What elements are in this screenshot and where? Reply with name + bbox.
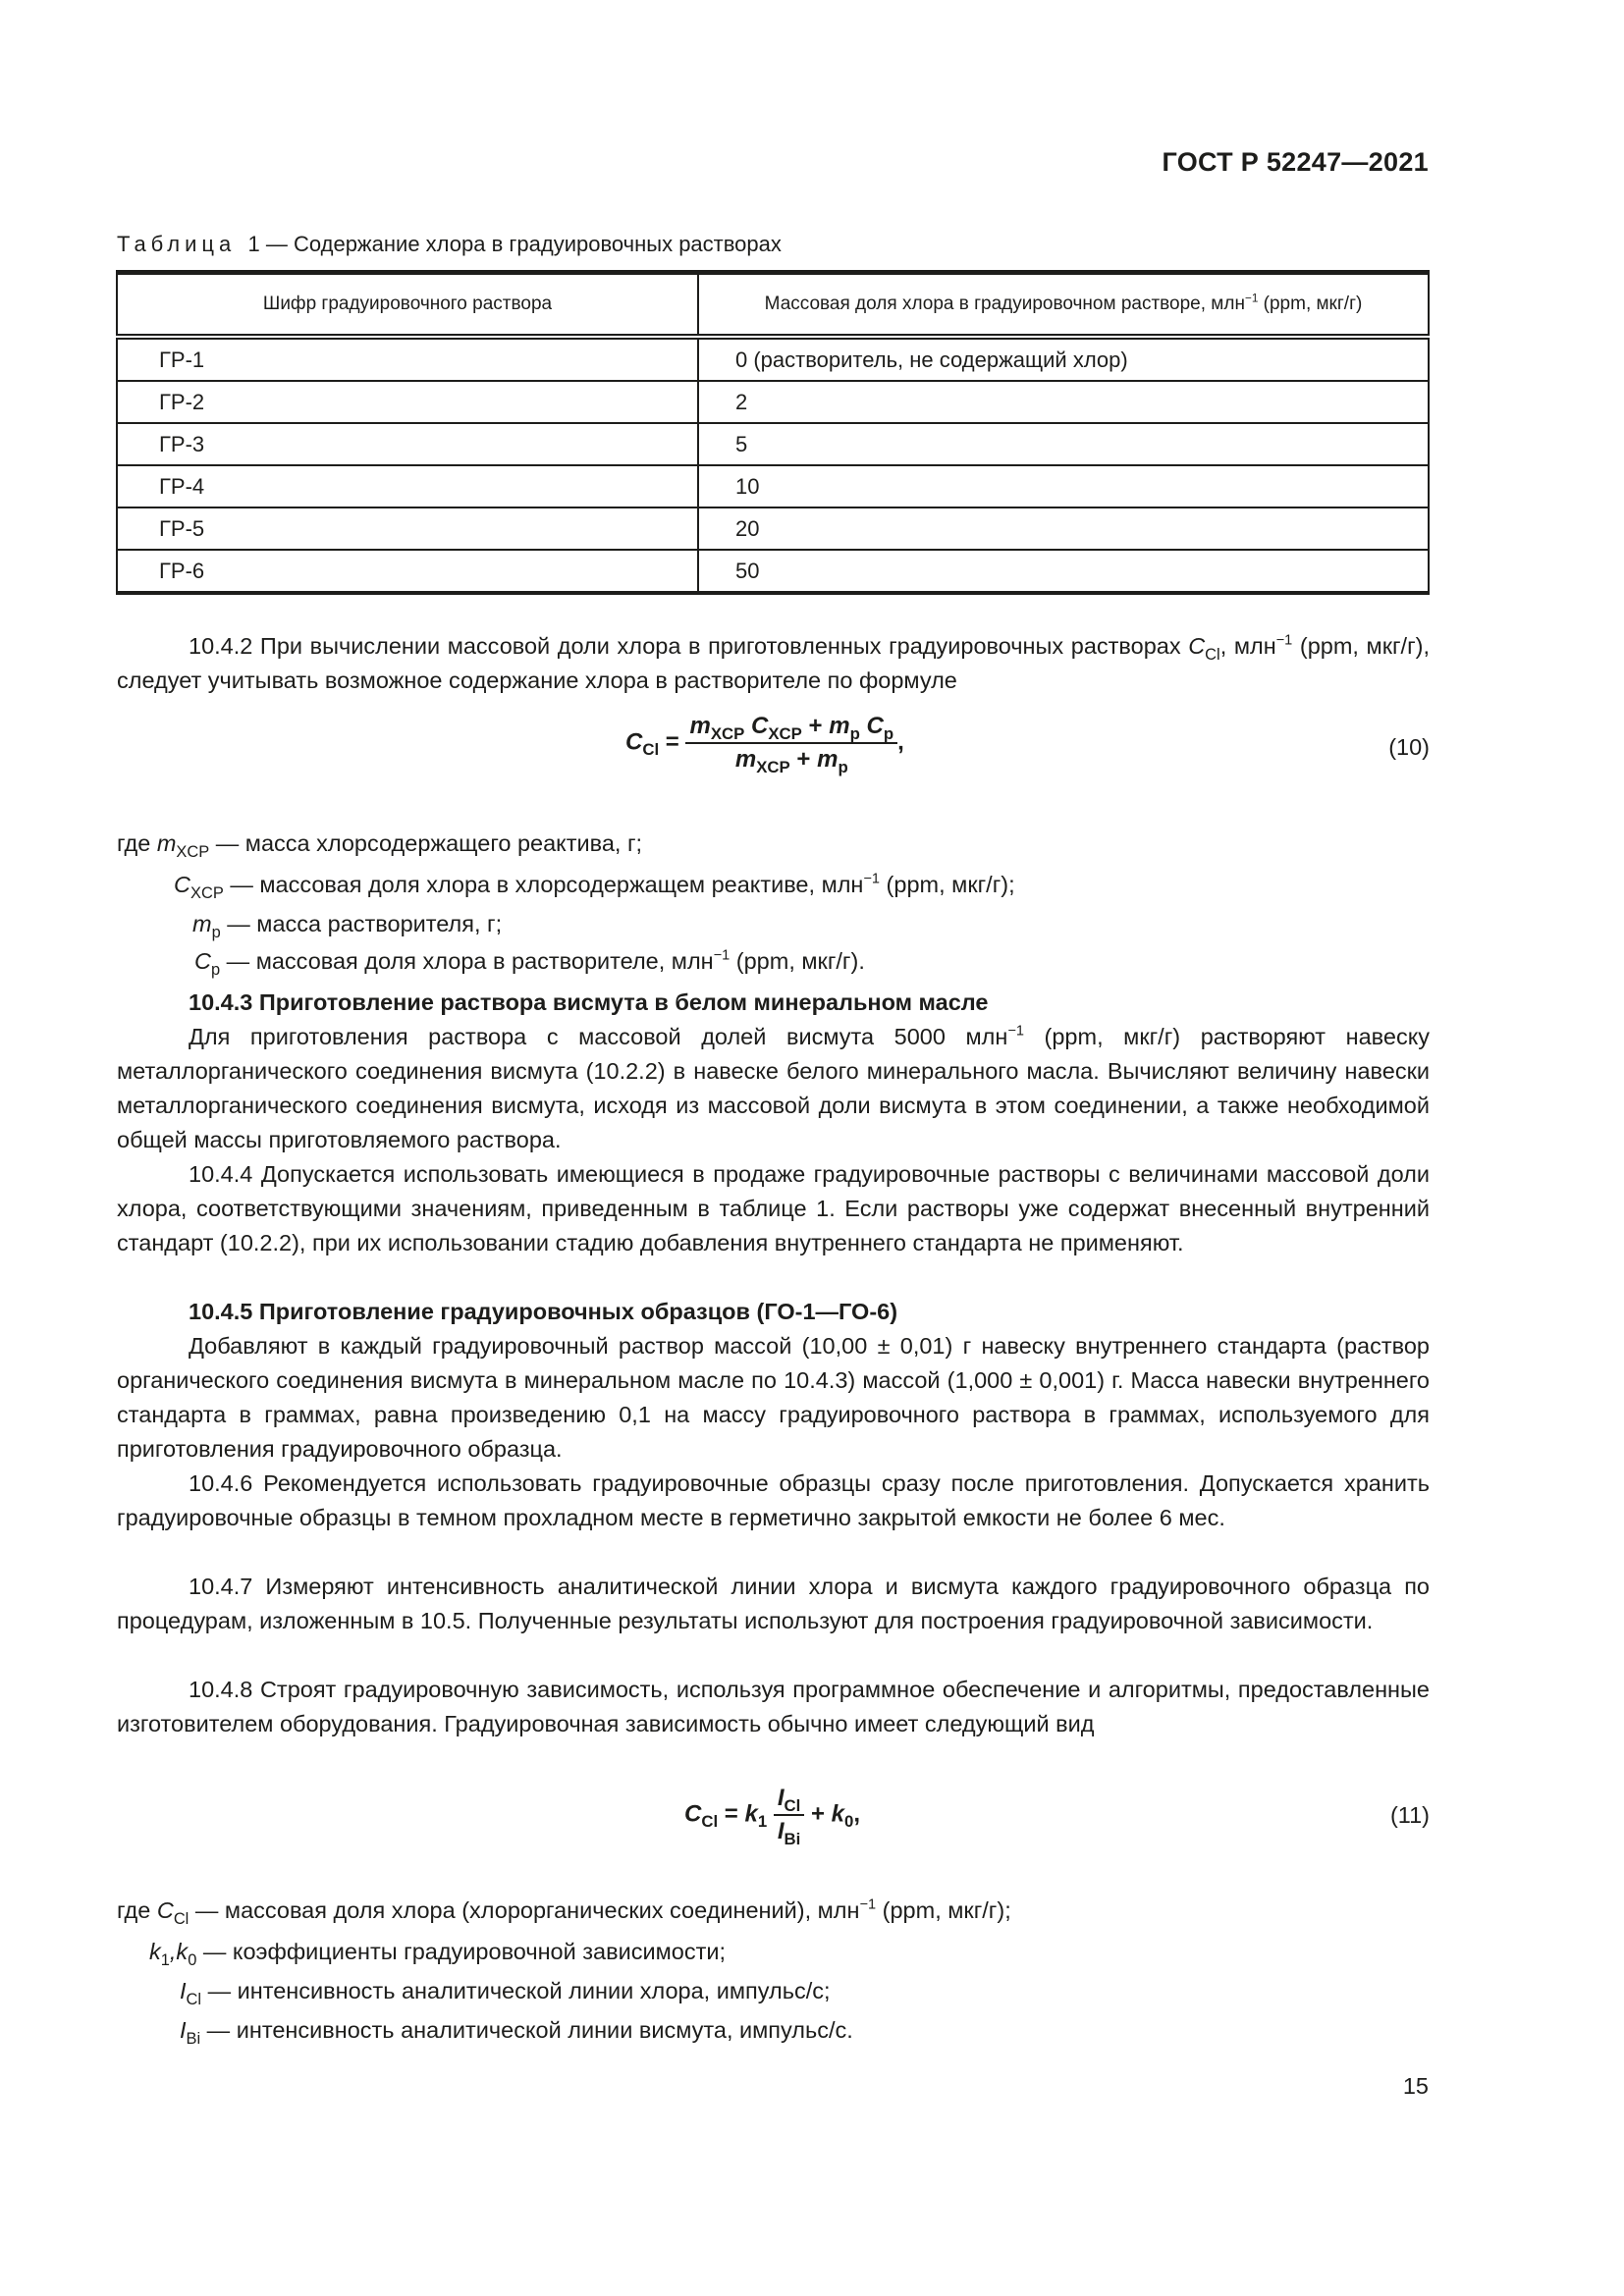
definition-line: $m_p$ — масса растворителя, г; — [192, 911, 503, 941]
table-row — [117, 381, 1429, 423]
paragraph-text: Добавляют в каждый градуировочный раствор массой (10,00 ± 0,01) г навеску внутреннего стандарта (раствор органического соединения висмута в минеральном масле по 10.4.3) массой (1,000 ± 0,001) г. Масса навески внутреннего стандарта в граммах, равна произведению 0,1 на массу градуировочного раствора в граммах, используемого для приготовления градуировочного образца. — [117, 1333, 1430, 1462]
paragraph-10-4-6: 10.4.6 Рекомендуется использовать градуировочные образцы сразу после приготовления. Допускается хранить градуировочные образцы в темном прохладном месте в герметично закрытой емкости не более 6 мес. — [117, 1470, 1430, 1530]
table-caption-text: — Содержание хлора в градуировочных растворах — [265, 232, 782, 256]
paragraph-text: , млн — [1219, 633, 1276, 659]
cell-code: ГР-1 — [117, 337, 698, 381]
formula-fraction — [774, 1785, 804, 1848]
superscript: −1 — [1244, 292, 1259, 305]
formula-symbol: C — [625, 728, 643, 756]
definition-line: $k_1,k_0$ — коэффициенты градуировочной зависимости; — [149, 1939, 727, 1969]
table-caption-number: 1 — [247, 232, 260, 256]
cell-value: 10 — [698, 465, 1429, 507]
cell-code: ГР-6 — [117, 550, 698, 593]
equation-number-10: (10) — [1388, 734, 1430, 760]
fraction-numerator: $I_{Cl}$ — [774, 1785, 804, 1816]
column-header-text: Массовая доля хлора в градуировочном растворе, млн — [764, 294, 1245, 314]
paragraph-10-4-2 — [117, 629, 1430, 698]
subscript: Cl — [1205, 645, 1220, 664]
paragraph-text: (ppm, мкг/г), следует учитывать возможное содержание хлора в растворителе по формуле — [117, 633, 1430, 693]
cell-code: ГР-2 — [117, 381, 698, 423]
definition-line: $I_{Cl}$ — интенсивность аналитической линии хлора, импульс/с; — [180, 1978, 831, 2008]
formula-10 — [625, 713, 904, 774]
page-number: 15 — [1402, 2073, 1429, 2099]
paragraph-text: Для приготовления раствора с массовой долей висмута 5000 млн$^{-1}$ (ppm, мкг/г) растворяют навеску металлорганического соединения висмута (10.2.2) в навеске белого минерального масла. Вычисляют величину навески металлорганического соединения висмута, исходя из массовой доли висмута в этом соединении, а также необходимой общей массы приготовляемого раствора. — [117, 1023, 1430, 1152]
cell-value: 5 — [698, 423, 1429, 465]
symbol: C — [1188, 633, 1206, 659]
section-heading: 10.4.3 Приготовление раствора висмута в белом минеральном масле — [189, 989, 989, 1015]
formula-operator: = — [659, 728, 686, 756]
table-row — [117, 423, 1429, 465]
table-row — [117, 465, 1429, 507]
subscript: Cl — [642, 740, 660, 760]
document-designation: ГОСТ Р 52247—2021 — [1162, 147, 1429, 177]
formula-fraction — [685, 713, 897, 774]
paragraph-10-4-8: 10.4.8 Строят градуировочную зависимость, используя программное обеспечение и алгоритмы, предоставленные изготовителем оборудования. Градуировочная зависимость обычно имеет следующий вид — [117, 1677, 1430, 1736]
table-row — [117, 337, 1429, 381]
table-caption — [117, 232, 782, 257]
cell-value: 0 (растворитель, не содержащий хлор) — [698, 337, 1429, 381]
table-header-row — [117, 273, 1429, 338]
cell-value: 50 — [698, 550, 1429, 593]
formula-11: $C_{Cl} = k_1$ $\frac{I_{Cl}}{I_{Bi}}$ + $k_0$, — [684, 1785, 861, 1848]
cell-code: ГР-5 — [117, 507, 698, 550]
superscript: −1 — [1275, 632, 1293, 649]
formula-comma: , — [897, 728, 904, 756]
column-header-code: Шифр градуировочного раствора — [117, 273, 698, 338]
table-row — [117, 550, 1429, 593]
paragraph-text: 10.4.2 При вычислении массовой доли хлора в приготовленных градуировочных растворах — [189, 633, 1189, 659]
column-header-mass-fraction — [698, 273, 1429, 338]
equation-number-11: (11) — [1389, 1802, 1430, 1828]
table-row — [117, 507, 1429, 550]
definition-line: $I_{Bi}$ — интенсивность аналитической линии висмута, импульс/с. — [180, 2017, 853, 2048]
section-10-4-3 — [117, 986, 1430, 1157]
table-caption-label: Таблица — [117, 232, 237, 256]
paragraph-10-4-7: 10.4.7 Измеряют интенсивность аналитической линии хлора и висмута каждого градуировочного образца по процедурам, изложенным в 10.5. Полученные результаты используют для построения градуировочной зависимости. — [117, 1574, 1430, 1633]
definition-line: $C_p$ — массовая доля хлора в растворителе, млн$^{-1}$ (ppm, мкг/г). — [194, 947, 865, 979]
fraction-denominator: $m_{XCP} + m_p$ — [734, 746, 848, 776]
definition-line: где $m_{XCP}$ — масса хлорсодержащего реактива, г; — [117, 830, 643, 861]
definition-line: где $C_{Cl}$ — массовая доля хлора (хлорорганических соединений), млн$^{-1}$ (ppm, мкг/г); — [117, 1896, 1011, 1928]
paragraph-10-4-4: 10.4.4 Допускается использовать имеющиеся в продаже градуировочные растворы с величинами массовой доли хлора, соответствующими значениям, приведенным в таблице 1. Если растворы уже содержат внесенный внутренний стандарт (10.2.2), при их использовании стадию добавления внутреннего стандарта не применяют. — [117, 1161, 1430, 1255]
cell-value: 20 — [698, 507, 1429, 550]
calibration-solutions-table — [116, 270, 1430, 595]
section-heading: 10.4.5 Приготовление градуировочных образцов (ГО-1—ГО-6) — [189, 1299, 898, 1324]
cell-code: ГР-4 — [117, 465, 698, 507]
fraction-denominator: $I_{Bi}$ — [777, 1818, 801, 1848]
definition-line: $C_{XCP}$ — массовая доля хлора в хлорсодержащем реактиве, млн$^{-1}$ (ppm, мкг/г); — [174, 871, 1015, 902]
section-10-4-5 — [117, 1295, 1430, 1467]
cell-code: ГР-3 — [117, 423, 698, 465]
fraction-numerator: $m_{XCP}$ $C_{XCP} + m_p$ $C_p$ — [685, 713, 897, 744]
cell-value: 2 — [698, 381, 1429, 423]
column-header-units: (ppm, мкг/г) — [1258, 294, 1363, 314]
